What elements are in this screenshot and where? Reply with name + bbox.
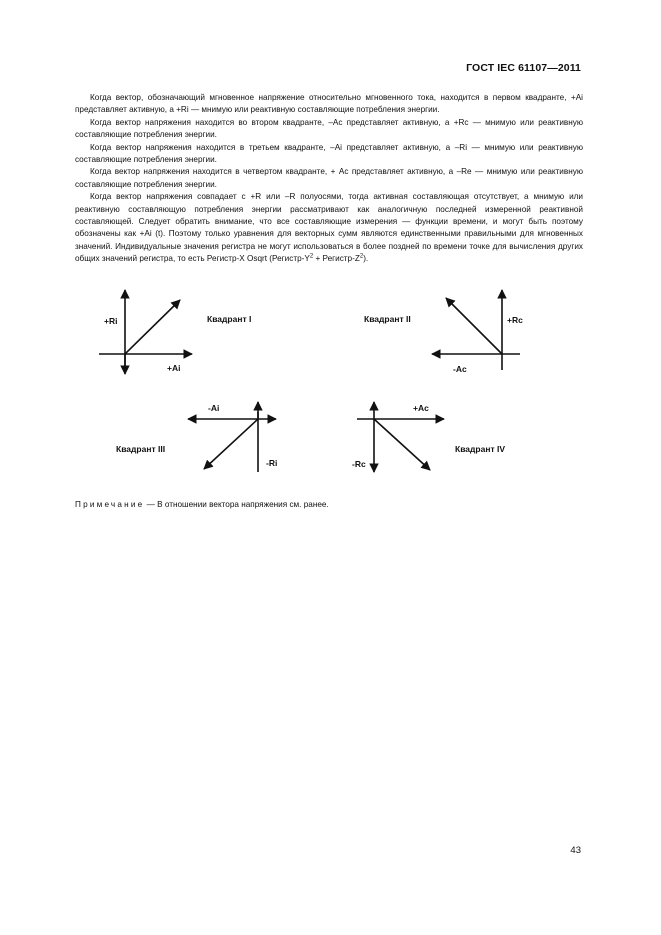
note [75,500,329,509]
quadrant-3-x-label: -Ai [208,403,220,413]
quadrant-1-title: Квадрант I [207,314,252,324]
paragraph-quadrant-4: Когда вектор напряжения находится в четвертом квадранте, + Ac представляет активную, а –Re — мнимую или реактивную составляющие потребления энергии. [75,167,583,189]
quadrant-4-title: Квадрант IV [455,444,506,454]
quadrant-3-y-label: -Ri [266,458,278,468]
paragraph-axes [75,191,583,265]
page-number: 43 [570,845,581,856]
quadrant-2-axes [432,290,520,370]
quadrant-4-y-label: -Rc [352,459,366,469]
paragraph-quadrant-3: Когда вектор напряжения находится в третьем квадранте, –Ai представляет активную, а –Ri — мнимую или реактивную составляющие потребления энергии. [75,142,583,165]
quadrant-1-x-label: +Ai [167,363,181,373]
quadrant-3-axes [188,402,276,472]
quadrant-4-axes [357,402,444,472]
quadrant-2-vector [446,298,502,354]
quadrant-2-title: Квадрант II [364,314,411,324]
document-header: ГОСТ IEC 61107—2011 [466,62,581,74]
quadrant-4-x-label: +Ac [413,403,429,413]
quadrant-diagram [0,280,661,495]
quadrant-1-vector [125,300,180,354]
quadrant-1-y-label: +Ri [104,316,118,326]
body-text [75,92,583,266]
paragraph-quadrant-1: Когда вектор, обозначающий мгновенное напряжение относительно мгновенного тока, находится в первом квадранте, +Ai представляет активную, а +Ri — мнимую или реактивную составляющие потребления энергии. [75,93,583,115]
quadrant-3-title: Квадрант III [116,444,166,454]
quadrant-2-y-label: +Rc [507,315,523,325]
quadrant-4-vector [374,419,430,470]
note-text: — В отношении вектора напряжения см. ранее. [144,500,329,509]
register-formula: ($Регистр-Y^2$ + Регистр-$Z^2$). [269,253,369,264]
note-label: Примечание [75,500,145,509]
quadrant-2-x-label: -Ac [453,364,467,374]
paragraph-axes-text: Когда вектор напряжения совпадает с +R или –R полуосями, тогда активная составляющая отсутствует, а мнимую или реактивную составляющую потребления энергии рассматривают как аналогичную последней измеренной реактивной составляющей. Следует обратить внимание, что все составляющие измерения — функции времени, и могут быть поэтому обозначены как +Ai (t). Поэтому только уравнения для векторных сумм являются единственными правильными для мгновенных значений. Индивидуальные значения регистра не могут использоваться в более поздней по времени точке для вычисления других общих значений регистра, то есть Регистр-X Osqrt [75,192,583,264]
quadrant-3-vector [204,419,258,469]
paragraph-quadrant-2: Когда вектор напряжения находится во втором квадранте, –Ac представляет активную, а +Rc — мнимую или реактивную составляющие потребления энергии. [75,117,583,140]
